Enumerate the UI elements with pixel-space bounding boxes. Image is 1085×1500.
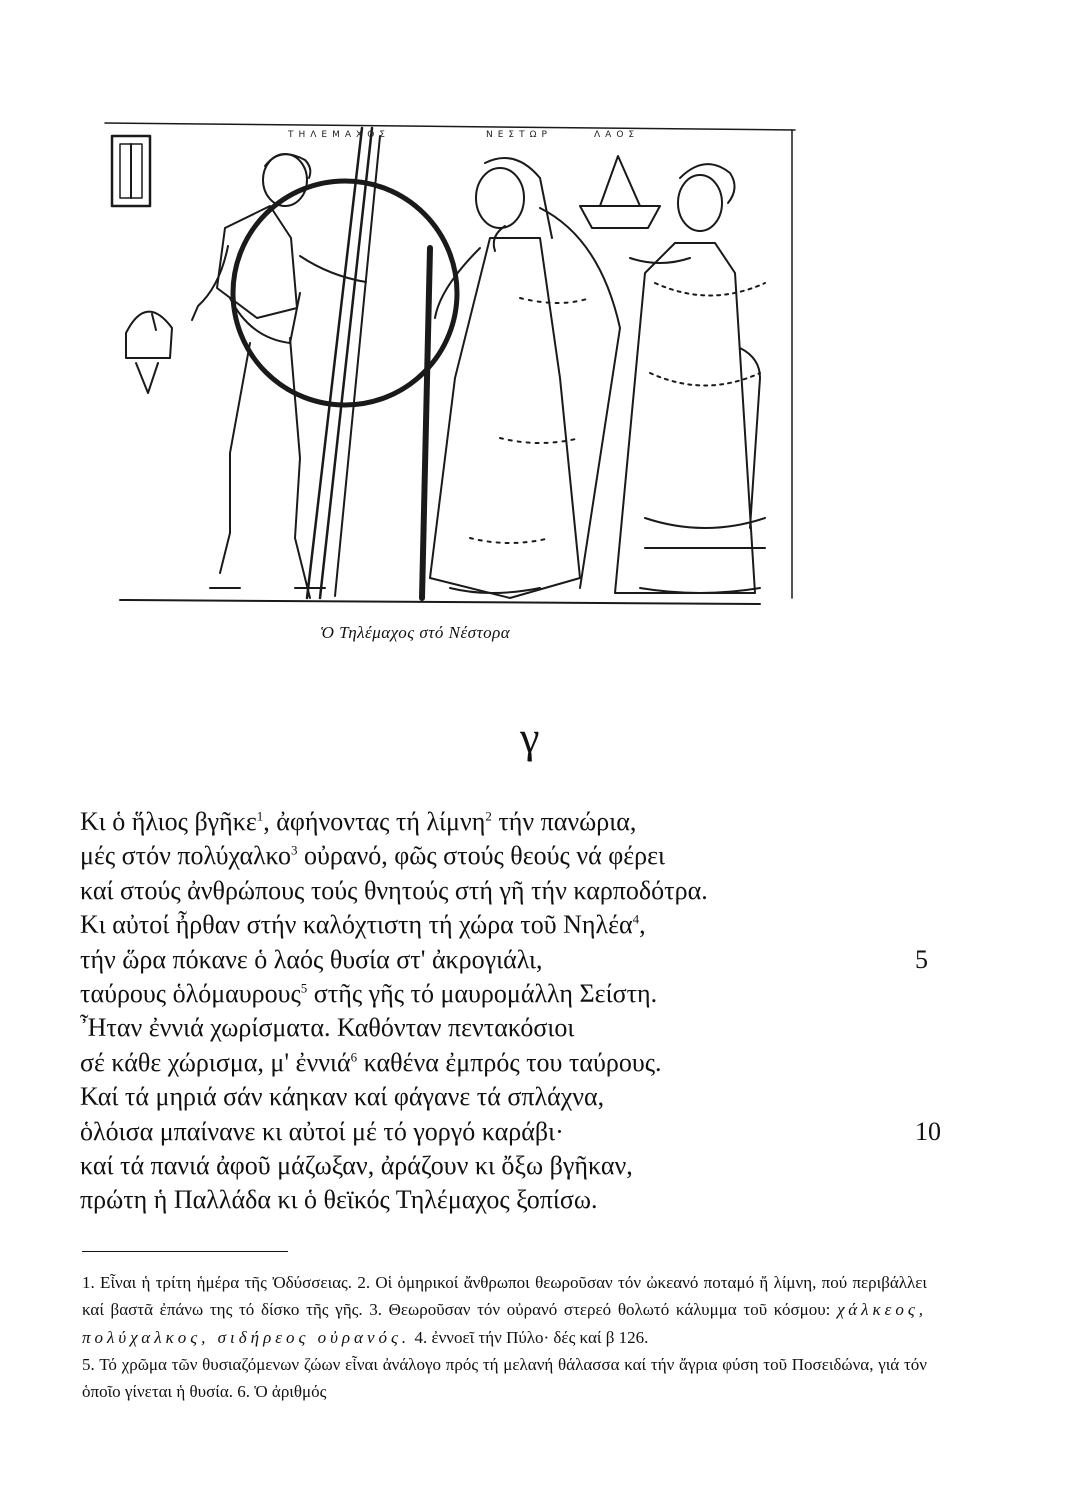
poem-line-text: Κι ὁ ἥλιος βγῆκε xyxy=(80,807,257,836)
poem-line xyxy=(80,1011,940,1045)
poem-line xyxy=(80,1115,940,1149)
vase-painting-figure xyxy=(100,118,800,623)
poem-line-text: , ἀφήνοντας τή λίμνη xyxy=(263,807,486,836)
footnote-paragraph-1 xyxy=(82,1269,927,1351)
vase-label-telemachus: ΤΗΛΕΜΑΧΟΣ xyxy=(288,130,390,140)
poem-line-text: καί τά πανιά ἀφοῦ μάζωξαν, ἀράζουν κι ὄξω βγῆκαν, xyxy=(80,1150,633,1180)
poem-line-text: καθένα ἐμπρός του ταύρους. xyxy=(357,1047,662,1077)
poem-line xyxy=(80,874,940,908)
poem-line xyxy=(80,1080,940,1114)
poem-line-text: σέ κάθε χώρισμα, μ' ἐννιά xyxy=(80,1047,351,1077)
poem-line-text: πρώτη ἡ Παλλάδα κι ὁ θεϊκός Τηλέμαχος ξοπίσω. xyxy=(80,1185,598,1215)
poem-line-text: τήν ὥρα πόκανε ὁ λαός θυσία στ' ἀκρογιάλι, xyxy=(80,944,543,974)
book-letter-heading: γ xyxy=(520,713,540,762)
line-number: 5 xyxy=(915,944,928,974)
poem-line-text: ταύρους ὁλόμαυρους xyxy=(80,978,301,1008)
vase-label-nestor: ΝΕΣΤΩΡ xyxy=(486,130,552,140)
poem-line xyxy=(80,805,940,839)
footnote-4: 4. ἐννοεῖ τήν Πύλο· δές καί β 126. xyxy=(410,1327,649,1347)
footnote-3-terms: χάλκεος, πολύχαλκος, σιδήρεος οὐρανός. xyxy=(82,1300,927,1347)
figure-caption: Ὁ Τηλέμαχος στό Νέστορα xyxy=(320,623,511,642)
poem-line xyxy=(80,977,940,1011)
poem-line xyxy=(80,943,940,977)
poem-line xyxy=(80,1183,940,1217)
footnote-marker: 4 xyxy=(632,911,640,927)
poem-line-text: στῆς γῆς τό μαυρομάλλη Σείστη. xyxy=(307,978,658,1008)
poem-line-text: ὁλόισα μπαίνανε κι αὐτοί μέ τό γοργό καράβι· xyxy=(80,1116,564,1146)
poem-line xyxy=(80,908,940,942)
poem-line-text: , xyxy=(639,910,646,940)
poem-line xyxy=(80,839,940,873)
poem-line-text: τήν πανώρια, xyxy=(491,807,637,836)
line-number: 10 xyxy=(915,1116,941,1146)
footnote-marker: 1 xyxy=(256,808,264,824)
footnotes xyxy=(82,1269,927,1405)
poem-line-text: Ἦταν ἐννιά χωρίσματα. Καθόνταν πεντακόσιοι xyxy=(80,1013,575,1043)
poem-text xyxy=(80,805,940,1218)
footnote-marker: 3 xyxy=(291,842,298,858)
poem-line-text: Καί τά μηριά σάν κάηκαν καί φάγανε τά σπλάχνα, xyxy=(80,1082,605,1112)
footnote-marker: 5 xyxy=(300,980,308,996)
footnote-paragraph-2: 5. Τό χρῶμα τῶν θυσιαζόμενων ζώων εἶναι ἀνάλογο πρός τή μελανή θάλασσα καί τήν ἄγρια φύση τοῦ Ποσειδώνα, γιά τόν ὁποῖο γίνεται ἡ θυσία. 6. Ὁ ἀριθμός xyxy=(82,1354,927,1402)
vase-label-laos: ΛΑΟΣ xyxy=(594,130,640,140)
footnote-marker: 2 xyxy=(485,808,492,824)
footnote-rule xyxy=(82,1251,288,1252)
poem-line xyxy=(80,1046,940,1080)
poem-line-text: οὐρανό, φῶς στούς θεούς νά φέρει xyxy=(297,841,666,871)
footnote-1-3: 1. Εἶναι ἡ τρίτη ἡμέρα τῆς Ὀδύσσειας. 2. Οἱ ὁμηρικοί ἄνθρωποι θεωροῦσαν τόν ὠκεανό ποταμό ἤ λίμνη, πού περιβάλλει καί βαστᾶ ἐπάνω της τό δίσκο τῆς γῆς. 3. Θεωροῦσαν τόν οὐρανό στερεό θολωτό κάλυμμα τοῦ κόσμου: xyxy=(82,1273,927,1320)
poem-line-text: Κι αὐτοί ἦρθαν στήν καλόχτιστη τή χώρα τοῦ Νηλέα xyxy=(80,910,633,940)
poem-line xyxy=(80,1149,940,1183)
footnote-marker: 6 xyxy=(350,1049,358,1065)
vase-painting-illustration xyxy=(100,118,800,623)
poem-line-text: καί στούς ἀνθρώπους τούς θνητούς στή γῆ τήν καρποδότρα. xyxy=(80,875,708,905)
poem-line-text: μές στόν πολύχαλκο xyxy=(80,841,292,871)
